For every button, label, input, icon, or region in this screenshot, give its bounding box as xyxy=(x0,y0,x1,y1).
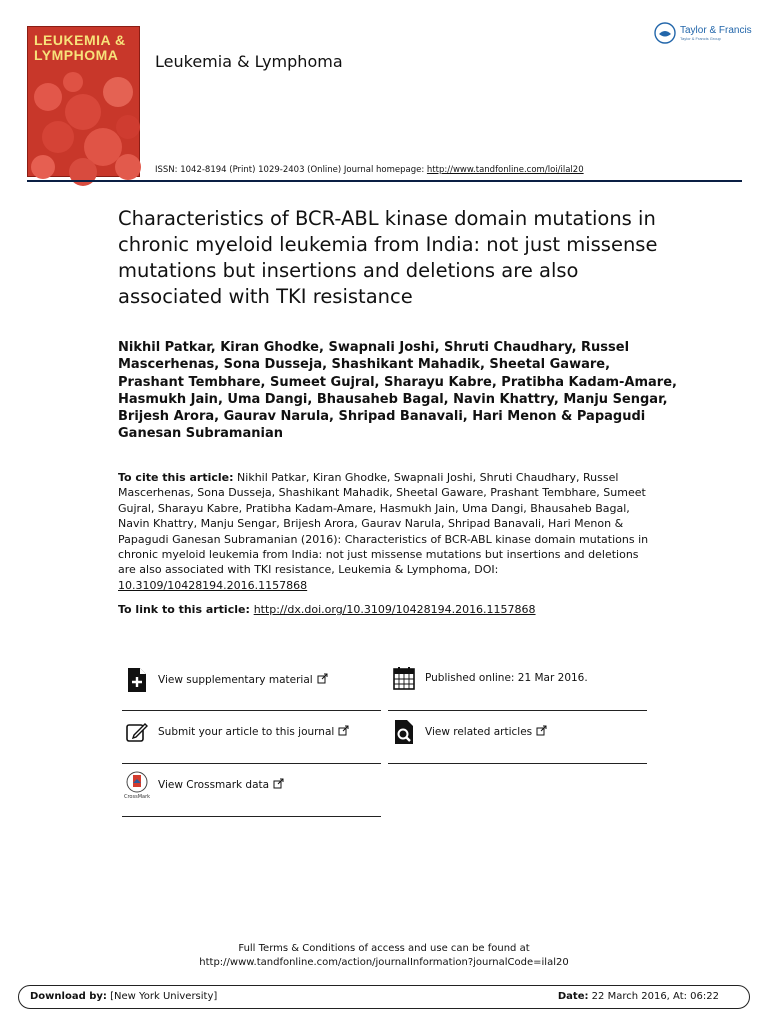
external-link-icon xyxy=(536,725,547,739)
calendar-icon xyxy=(393,665,415,691)
journal-homepage-link[interactable]: http://www.tandfonline.com/loi/ilal20 xyxy=(426,165,584,175)
date-label: Date: xyxy=(557,991,589,1002)
divider xyxy=(388,763,647,764)
download-info-bar xyxy=(18,985,750,1009)
view-crossmark-button[interactable] xyxy=(123,772,284,800)
published-online xyxy=(393,665,588,691)
article-link-line xyxy=(118,603,536,616)
header-divider xyxy=(27,180,742,182)
publisher-name: Taylor & Francis xyxy=(680,25,752,36)
published-label: Published online: 21 Mar 2016. xyxy=(425,672,588,684)
submit-label: Submit your article to this journal xyxy=(158,726,335,738)
related-label: View related articles xyxy=(425,726,533,738)
edit-icon xyxy=(126,719,148,745)
crossmark-icon-label: CrossMark xyxy=(123,794,151,800)
taylor-francis-logo-icon xyxy=(654,22,676,44)
download-label: Download by: xyxy=(30,991,107,1002)
cover-title: LEUKEMIA & LYMPHOMA xyxy=(34,32,126,63)
cite-text: Nikhil Patkar, Kiran Ghodke, Swapnali Joshi, Shruti Chaudhary, Russel Mascerhenas, Sona Dusseja, Shashikant Mahadik, Sheetal Gaware, Prashant Tembhare, Sumeet Gujral, Sharayu Kabre, Pratibha Kadam-Amare, Hasmukh Jain, Uma Dangi, Bhausaheb Bagal, Navin Khattry, Manju Sengar, Brijesh Arora, Gaurav Narula, Shripad Banavali, Hari Menon & Papagudi Ganesan Subramanian (2016): Characteristics of BCR-ABL kinase domain mutations in chronic myeloid leukemia from India: not just missense mutations but insertions and deletions are also associated with TKI resistance, Leukemia & Lymphoma, DOI: xyxy=(118,471,649,577)
terms-notice xyxy=(0,942,768,970)
file-plus-icon xyxy=(126,667,148,693)
link-label: To link to this article: xyxy=(118,603,254,616)
supplementary-label: View supplementary material xyxy=(158,674,313,686)
cite-label: To cite this article: xyxy=(118,471,234,484)
terms-url[interactable]: http://www.tandfonline.com/action/journalInformation?journalCode=ilal20 xyxy=(199,957,569,968)
cite-doi-link[interactable]: 10.3109/10428194.2016.1157868 xyxy=(118,578,308,592)
search-document-icon xyxy=(393,719,415,745)
submit-article-button[interactable] xyxy=(126,719,349,745)
divider xyxy=(388,710,647,711)
crossmark-label: View Crossmark data xyxy=(158,779,270,791)
article-title: Characteristics of BCR-ABL kinase domain mutations in chronic myeloid leukemia from India: not just missense mutations but insertions and deletions are also associated with TKI resistance xyxy=(118,207,658,308)
date-value: 22 March 2016, At: 06:22 xyxy=(588,991,719,1002)
view-related-articles-button[interactable] xyxy=(393,719,547,745)
divider xyxy=(122,763,381,764)
crossmark-icon xyxy=(123,772,151,800)
view-supplementary-button[interactable] xyxy=(126,667,328,693)
terms-line-1: Full Terms & Conditions of access and use can be found at xyxy=(238,943,530,954)
citation-block xyxy=(118,470,658,593)
divider xyxy=(122,816,381,817)
issn-line xyxy=(155,165,584,175)
publisher-logo[interactable] xyxy=(654,22,752,44)
download-by xyxy=(30,991,217,1002)
issn-text: ISSN: 1042-8194 (Print) 1029-2403 (Online) Journal homepage: xyxy=(155,165,427,175)
journal-cover xyxy=(27,26,140,177)
journal-name: Leukemia & Lymphoma xyxy=(155,52,343,71)
article-authors: Nikhil Patkar, Kiran Ghodke, Swapnali Joshi, Shruti Chaudhary, Russel Mascerhenas, Sona Dusseja, Shashikant Mahadik, Sheetal Gaware, Prashant Tembhare, Sumeet Gujral, Sharayu Kabre, Pratibha Kadam-Amare, Hasmukh Jain, Uma Dangi, Bhausaheb Bagal, Navin Khattry, Manju Sengar, Brijesh Arora, Gaurav Narula, Shripad Banavali, Hari Menon & Papagudi Ganesan Subramanian xyxy=(118,340,677,442)
article-doi-link[interactable]: http://dx.doi.org/10.3109/10428194.2016.1157868 xyxy=(253,603,536,616)
external-link-icon xyxy=(317,673,328,687)
download-value: [New York University] xyxy=(106,991,218,1002)
download-date xyxy=(558,991,719,1002)
divider xyxy=(122,710,381,711)
publisher-group: Taylor & Francis Group xyxy=(680,36,721,41)
external-link-icon xyxy=(338,725,349,739)
external-link-icon xyxy=(273,778,284,792)
